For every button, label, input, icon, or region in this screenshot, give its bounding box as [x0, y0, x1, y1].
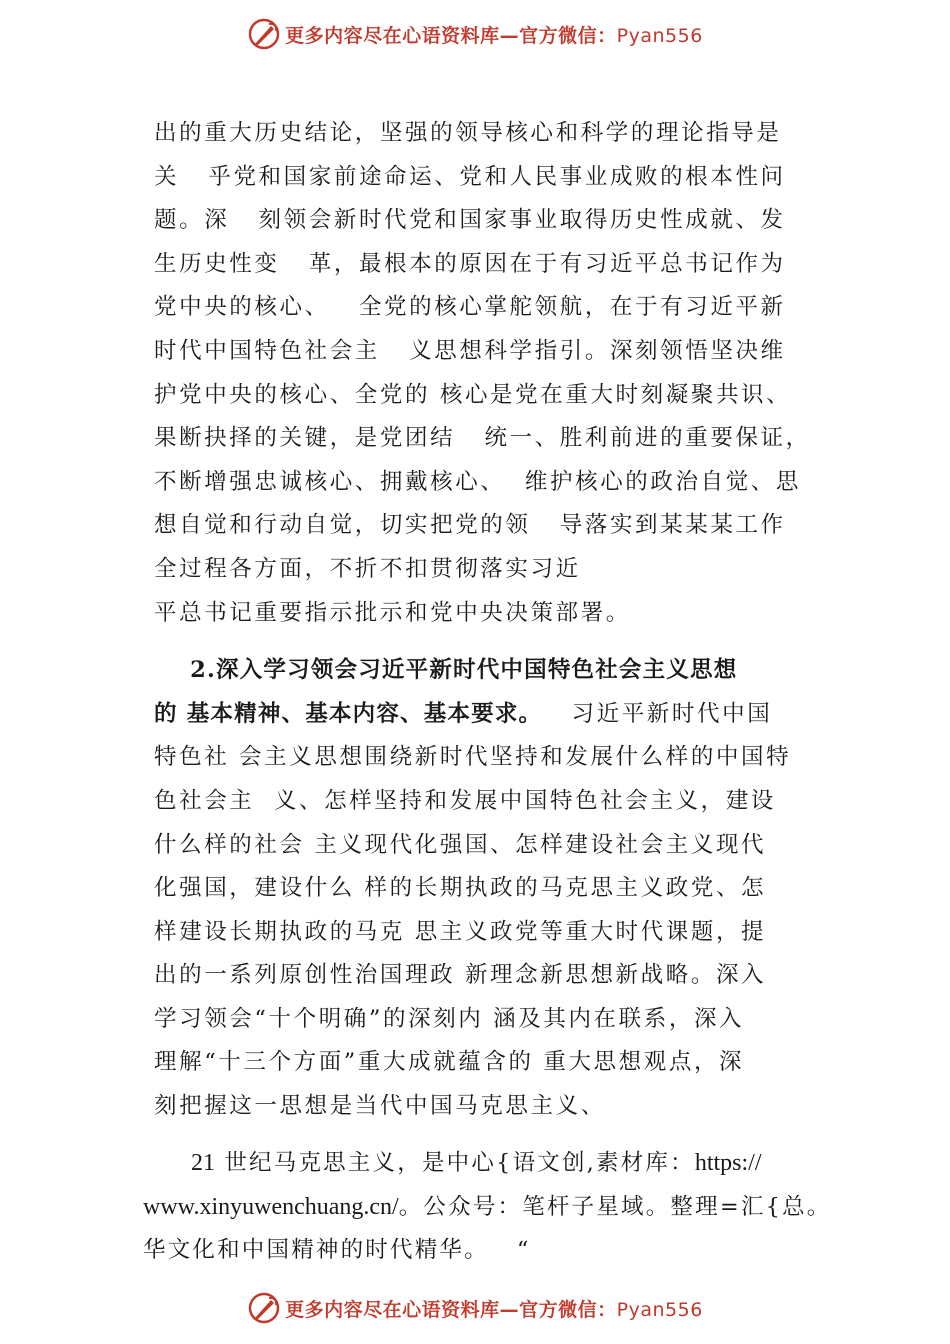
footer-paragraph [143, 1142, 843, 1273]
section-line: 样建设长期执政的马克 思主义政党等重大时代课题，提 [154, 918, 767, 945]
footer-text: 世纪马克思主义，是中心{语文创,素材库： [215, 1150, 695, 1176]
section-line: 出的一系列原创性治国理政 新理念新思想新战略。深入 [154, 962, 767, 989]
banner-text [285, 21, 703, 48]
section-line: 理解“十三个方面”重大成就蕴含的 重大思想观点，深 [154, 1049, 745, 1076]
section-heading-bold: 的 基本精神、基本内容、基本要求。 [154, 700, 543, 727]
section-heading-tail: 习近平新时代中国 [542, 700, 773, 727]
banner-handle: Pyan556 [616, 1298, 703, 1321]
section-heading-line-2 [154, 693, 834, 737]
section-heading-line-1: 2.深入学习领会习近平新时代中国特色社会主义思想 [154, 657, 738, 684]
footer-line-2 [143, 1186, 843, 1230]
banner-handle: Pyan556 [616, 24, 703, 47]
body-line: 平总书记重要指示批示和党中央决策部署。 [154, 599, 631, 626]
body-line: 想自觉和行动自觉，切实把党的领 导落实到某某某工作 [154, 512, 786, 539]
section-line: 什么样的社会 主义现代化强国、怎样建设社会主义现代 [154, 831, 767, 858]
footer-line-1 [143, 1142, 843, 1186]
section-line: 刻把握这一思想是当代中国马克思主义、 [154, 1093, 606, 1120]
body-line: 党中央的核心、 全党的核心掌舵领航，在于有习近平新 [154, 294, 786, 321]
quill-logo-icon [247, 17, 281, 51]
section-line: 色社会主 义、怎样坚持和发展中国特色社会主义，建设 [154, 787, 776, 814]
section-line: 学习领会“十个明确”的深刻内 涵及其内在联系，深入 [154, 1005, 745, 1032]
body-line: 果断抉择的关键，是党团结 统一、胜利前进的重要保证， [154, 425, 811, 452]
header-banner [0, 14, 950, 54]
footer-banner [0, 1288, 950, 1328]
body-line: 时代中国特色社会主 义思想科学指引。深刻领悟坚决维 [154, 337, 786, 364]
body-line: 护党中央的核心、全党的 核心是党在重大时刻凝聚共识、 [154, 381, 792, 408]
body-line: 全过程各方面，不折不扣贯彻落实习近 [154, 555, 581, 582]
footer-url[interactable]: www.xinyuwenchuang.cn/ [143, 1193, 399, 1220]
banner-text [285, 1295, 703, 1322]
footer-line-3: 华文化和中国精神的时代精华。 “ [143, 1237, 531, 1264]
document-body [154, 112, 834, 1129]
footer-text: 。公众号：笔杆子星域。整理=汇{总。 [398, 1193, 832, 1220]
section-line: 化强国，建设什么 样的长期执政的马克思主义政党、怎 [154, 875, 767, 902]
body-line: 出的重大历史结论，坚强的领导核心和科学的理论指导是 [154, 120, 782, 146]
body-line: 题。深 刻领会新时代党和国家事业取得历史性成就、发 [154, 207, 786, 234]
quill-logo-icon [247, 1291, 281, 1325]
body-line: 生历史性变 革，最根本的原因在于有习近平总书记作为 [154, 250, 786, 277]
body-line: 关 乎党和国家前途命运、党和人民事业成败的根本性问 [154, 163, 786, 190]
footer-number: 21 [191, 1150, 215, 1176]
section-line: 特色社 会主义思想围绕新时代坚持和发展什么样的中国特 [154, 744, 792, 771]
banner-main-text: 更多内容尽在心语资料库—官方微信： [285, 1298, 617, 1321]
banner-main-text: 更多内容尽在心语资料库—官方微信： [285, 24, 617, 47]
body-line: 不断增强忠诚核心、拥戴核心、 维护核心的政治自觉、思 [154, 468, 802, 495]
footer-url-start[interactable]: https:// [694, 1150, 762, 1176]
